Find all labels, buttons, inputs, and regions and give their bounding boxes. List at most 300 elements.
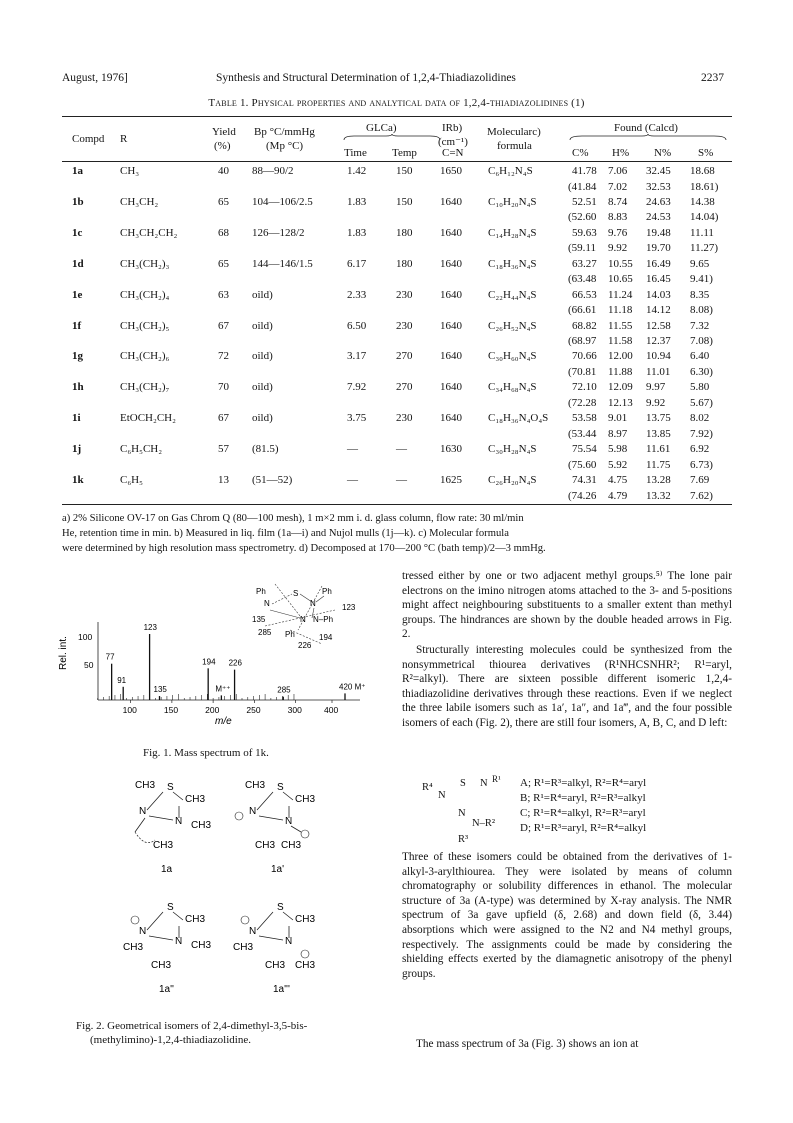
molecular-formula: C₆H₁₂N₄S — [488, 165, 533, 177]
calcd-value: 13.32 — [646, 489, 671, 502]
bp-value: (51—52) — [252, 474, 293, 486]
calcd-value: 14.12 — [646, 304, 671, 317]
atom-ch3: CH3 — [233, 942, 254, 953]
found-value: 12.00 — [608, 350, 633, 363]
calcd-value: 9.92 — [646, 396, 666, 409]
isomer-a: A; R¹=R³=alkyl, R²=R⁴=aryl — [520, 777, 647, 789]
table-footnotes — [62, 511, 732, 556]
calcd-value: 8.97 — [608, 427, 628, 440]
fig1-xtick: 250 — [246, 705, 261, 715]
glc-time: 6.17 — [347, 257, 367, 270]
isomer-c: C; R¹=R⁴=alkyl, R²=R³=aryl — [520, 807, 646, 819]
compound-id: 1g — [72, 350, 83, 363]
ir-value: 1650 — [440, 165, 462, 177]
found-value: 53.58 — [572, 412, 597, 425]
found-value: 13.28 — [646, 474, 671, 486]
glc-time: 6.50 — [347, 319, 367, 332]
found-value: 10.55 — [608, 257, 633, 270]
found-value: 9.97 — [646, 381, 666, 394]
isomer-b: B; R¹=R⁴=aryl, R²=R³=alkyl — [520, 792, 646, 804]
compound-id: 1f — [72, 319, 82, 332]
atom-ch3: CH3 — [265, 960, 286, 971]
atom-n: N — [285, 936, 293, 947]
glc-time: 1.42 — [347, 165, 367, 177]
footnote-line-1: a) 2% Silicone OV-17 on Gas Chrom Q (80—100 mesh), 1 m×2 mm i. d. glass column, flow rate: 30 ml/min — [62, 513, 524, 524]
glc-temp: — — [396, 443, 407, 456]
page-number: 2237 — [701, 72, 724, 84]
frag-n-3: N — [300, 615, 306, 624]
found-value: 8.02 — [690, 412, 710, 425]
col-ir-unit: (cm⁻¹) — [438, 136, 468, 148]
frag-226: 226 — [298, 641, 312, 650]
found-value: 24.63 — [646, 195, 671, 208]
calcd-value: 32.53 — [646, 180, 671, 193]
ir-value: 1640 — [440, 381, 462, 394]
found-value: 9.01 — [608, 412, 628, 425]
atom-ch3: CH3 — [255, 840, 276, 851]
table-top-rule — [62, 116, 732, 117]
glc-temp: 180 — [396, 257, 413, 270]
atom-ch3: CH3 — [151, 960, 172, 971]
frag-nph: N–Ph — [313, 615, 334, 624]
calcd-value: 7.92) — [690, 427, 713, 440]
substituent-r: CH₃(CH₂)₇ — [120, 381, 170, 394]
atom-ch3: CH3 — [295, 794, 316, 805]
atom-ch3: CH3 — [191, 820, 212, 831]
found-value: 52.51 — [572, 195, 597, 208]
fig1-ytick-100: 100 — [78, 632, 93, 642]
found-value: 12.09 — [608, 381, 633, 394]
substituent-r: C₆H₅CH₂ — [120, 443, 163, 456]
calcd-value: (52.60 — [568, 211, 597, 224]
found-value: 11.24 — [608, 288, 633, 301]
struct-n1: N — [438, 790, 446, 801]
fig1-xtick: 150 — [163, 705, 179, 715]
compound-id: 1h — [72, 381, 84, 394]
atom-n: N — [139, 806, 147, 817]
isomer-1a-prime — [235, 780, 315, 875]
found-value: 5.80 — [690, 381, 710, 394]
col-yield: Yield — [212, 126, 236, 138]
glc-brace — [342, 134, 442, 142]
atom-ch3: CH3 — [295, 914, 316, 925]
glc-temp: 230 — [396, 412, 413, 425]
paragraph-2: Structurally interesting molecules could be synthesized from the nonsymmetrical thiourea derivatives (R¹NHCSNHR²; R¹=aryl, R²=alkyl). There are sixteen possible different isomeric 1,2,4-thiadiazolidine derivatives through these reactions. Even if we neglect the three labile isomers such as 1a′, 1a″, and 1a‴, and the four possible isomers of each (Fig. 2), there are still four isomers, A, B, C, and D left: — [402, 644, 732, 729]
calcd-value: 6.30) — [690, 365, 713, 378]
col-ir-sub: C=N — [442, 147, 464, 159]
yield-value: 63 — [218, 288, 229, 301]
found-value: 14.38 — [690, 195, 715, 208]
col-h: H% — [612, 147, 630, 159]
substituent-r: C₆H₅ — [120, 474, 143, 486]
calcd-value: (41.84 — [568, 180, 597, 193]
frag-ph-1: Ph — [256, 587, 266, 596]
found-value: 7.06 — [608, 165, 628, 177]
calcd-value: (59.11 — [568, 242, 597, 255]
fig1-xlabel: m/e — [215, 716, 232, 727]
compound-id: 1j — [72, 443, 82, 456]
calcd-value: (63.48 — [568, 273, 597, 286]
found-value: 11.61 — [646, 443, 671, 456]
calcd-value: 11.58 — [608, 335, 633, 347]
col-yield-unit: (%) — [214, 140, 231, 152]
substituent-r: CH₃(CH₂)₄ — [120, 288, 170, 301]
atom-ch3: CH3 — [185, 914, 206, 925]
calcd-value: 12.13 — [608, 396, 633, 409]
molecular-formula: C₁₈H₃₆N₄O₄S — [488, 412, 549, 425]
ir-value: 1640 — [440, 288, 462, 301]
general-structure — [418, 774, 508, 850]
found-value: 63.27 — [572, 257, 597, 270]
frag-n-1: N — [264, 599, 270, 608]
found-brace — [568, 134, 728, 142]
label-1a-double-prime: 1a'' — [159, 984, 174, 995]
yield-value: 67 — [218, 319, 229, 332]
found-value: 75.54 — [572, 443, 597, 456]
yield-value: 67 — [218, 412, 229, 425]
calcd-value: (66.61 — [568, 304, 597, 317]
fragmentation-structure — [252, 584, 356, 650]
yield-value: 40 — [218, 165, 229, 177]
ir-value: 1640 — [440, 319, 462, 332]
glc-temp: 230 — [396, 319, 413, 332]
calcd-value: 4.79 — [608, 489, 628, 502]
glc-temp: 150 — [396, 195, 413, 208]
yield-value: 65 — [218, 257, 229, 270]
compound-id: 1i — [72, 412, 81, 425]
ir-value: 1630 — [440, 443, 462, 456]
atom-s: S — [167, 782, 174, 793]
frag-123: 123 — [342, 603, 356, 612]
header-left: August, 1976] — [62, 72, 128, 84]
fig1-peak-label: 226 — [228, 658, 242, 668]
atom-s: S — [167, 902, 174, 913]
molecular-formula: C₃₀H₆₀N₄S — [488, 350, 537, 363]
substituent-r: EtOCH₂CH₂ — [120, 412, 176, 425]
header-title: Synthesis and Structural Determination of 1,2,4-Thiadiazolidines — [216, 72, 516, 84]
fig1-peak-label: 135 — [153, 685, 167, 695]
ir-value: 1640 — [440, 350, 462, 363]
glc-time: 3.17 — [347, 350, 367, 363]
found-value: 7.69 — [690, 474, 710, 486]
col-compd: Compd — [72, 133, 105, 145]
ir-value: 1640 — [440, 257, 462, 270]
bp-value: 144—146/1.5 — [252, 257, 313, 270]
fig1-peak-label: 285 — [277, 685, 291, 695]
fig1-peak-label: 194 — [202, 657, 216, 667]
col-c: C% — [572, 147, 589, 159]
atom-ch3: CH3 — [153, 840, 174, 851]
atom-n: N — [249, 806, 257, 817]
frag-ph-3: Ph — [285, 630, 295, 639]
col-mol: Molecularc) — [487, 126, 541, 138]
found-value: 11.11 — [690, 226, 714, 239]
ir-value: 1640 — [440, 195, 462, 208]
calcd-value: (75.60 — [568, 458, 597, 471]
isomer-structures-figure — [105, 768, 355, 1018]
footnote-line-3: were determined by high resolution mass spectrometry. d) Decomposed at 170—200 °C (bath temp)/2—3 mmHg. — [62, 543, 546, 554]
mass-spectrum-figure — [60, 582, 380, 732]
col-glc-time: Time — [344, 147, 367, 159]
calcd-value: (72.28 — [568, 396, 597, 409]
glc-temp: 270 — [396, 350, 413, 363]
bp-value: oild) — [252, 412, 273, 425]
label-1a: 1a — [161, 864, 173, 875]
substituent-r: CH₃CH₂ — [120, 195, 159, 208]
calcd-value: (74.26 — [568, 489, 597, 502]
substituent-r: CH₃ — [120, 165, 140, 177]
fig1-peak-label: 123 — [143, 623, 157, 632]
calcd-value: 10.65 — [608, 273, 633, 286]
found-value: 7.32 — [690, 319, 710, 332]
atom-ch3: CH3 — [281, 840, 302, 851]
substituent-r: CH₃(CH₂)₃ — [120, 257, 170, 270]
found-value: 13.75 — [646, 412, 671, 425]
molecular-formula: C₂₆H₂₀N₄S — [488, 474, 537, 486]
col-s: S% — [698, 147, 714, 159]
found-value: 41.78 — [572, 165, 597, 177]
found-value: 8.35 — [690, 288, 710, 301]
col-bp: Bp °C/mmHg — [254, 126, 315, 138]
paragraph-1: tressed either by one or two adjacent methyl groups.⁵⁾ The lone pair electrons on the imino nitrogen atoms attached to the 3- and 5-positions might affect neighbouring substituents to a smaller extent than methyl groups. The hindrances are shown by the double headed arrows in Fig. 2. — [402, 570, 732, 641]
label-1a-prime: 1a' — [271, 864, 285, 875]
atom-ch3: CH3 — [295, 960, 316, 971]
calcd-value: 12.37 — [646, 335, 671, 347]
table-bottom-rule — [62, 504, 732, 505]
paragraph-4: The mass spectrum of 3a (Fig. 3) shows an ion at — [416, 1038, 639, 1050]
table-header-rule — [62, 161, 732, 162]
bp-value: (81.5) — [252, 443, 279, 456]
found-value: 9.65 — [690, 257, 710, 270]
substituent-r: CH₃CH₂CH₂ — [120, 226, 178, 239]
calcd-value: 11.01 — [646, 365, 671, 378]
atom-s: S — [277, 902, 284, 913]
glc-time: 1.83 — [347, 226, 367, 239]
atom-n: N — [285, 816, 293, 827]
struct-nr2: N–R² — [472, 818, 495, 829]
glc-temp: 270 — [396, 381, 413, 394]
bp-value: oild) — [252, 319, 273, 332]
calcd-value: 24.53 — [646, 211, 671, 224]
bp-value: oild) — [252, 350, 273, 363]
atom-n: N — [175, 816, 183, 827]
calcd-value: 11.75 — [646, 458, 671, 471]
table-caption: Table 1. Physical properties and analytical data of 1,2,4-thiadiazolidines (1) — [208, 97, 585, 109]
paragraph-3: Three of these isomers could be obtained from the derivatives of 1-alkyl-3-arylthiourea. They were isolated by means of column chromatography or solubility differences in ethanol. The molecular structure of 3a (A-type) was determined by X-ray analysis. The NMR spectrum of 3a gave upfield (δ, 2.68) and down field (δ, 3.44) absorptions which were assigned to the N2 and N4 methyl groups, respectively. The assignments could be made by considering the shielding effects exerted by the diamagnetic anisotropy of the phenyl groups. — [402, 851, 732, 980]
calcd-value: 14.04) — [690, 211, 719, 224]
isomer-list — [520, 776, 646, 836]
substituent-r: CH₃(CH₂)₅ — [120, 319, 170, 332]
col-bp-sub: (Mp °C) — [266, 140, 304, 152]
found-value: 32.45 — [646, 165, 671, 177]
found-value: 6.92 — [690, 443, 710, 456]
atom-ch3: CH3 — [191, 940, 212, 951]
ir-value: 1640 — [440, 226, 462, 239]
fig1-ylabel: Rel. int. — [58, 636, 69, 670]
struct-r1: R¹ — [492, 774, 501, 784]
struct-s: S — [460, 778, 466, 789]
ir-value: 1625 — [440, 474, 462, 486]
fig1-peak-label: 91 — [117, 675, 127, 685]
atom-n: N — [175, 936, 183, 947]
found-value: 10.94 — [646, 350, 671, 363]
found-value: 59.63 — [572, 226, 597, 239]
fig1-peak-label: 77 — [105, 652, 115, 662]
frag-s: S — [293, 589, 299, 598]
ir-value: 1640 — [440, 412, 462, 425]
calcd-value: 8.08) — [690, 304, 713, 317]
col-glc-temp: Temp — [392, 147, 417, 159]
found-value: 72.10 — [572, 381, 597, 394]
col-glc: GLCa) — [366, 122, 397, 134]
fig1-xtick: 200 — [205, 705, 220, 715]
molecular-formula: C₁₀H₂₀N₄S — [488, 195, 537, 208]
frag-135: 135 — [252, 615, 266, 624]
atom-ch3: CH3 — [185, 794, 206, 805]
struct-r4: R⁴ — [422, 782, 433, 793]
glc-time: 2.33 — [347, 288, 367, 301]
glc-time: — — [347, 443, 358, 456]
calcd-value: (68.97 — [568, 335, 597, 347]
fig1-xtick: 100 — [122, 705, 137, 715]
fig2-caption-1: Fig. 2. Geometrical isomers of 2,4-dimethyl-3,5-bis- — [76, 1020, 308, 1032]
molecular-formula: C₂₂H₄₄N₄S — [488, 288, 537, 301]
molecular-formula: C₃₄H₆₈N₄S — [488, 381, 537, 394]
calcd-value: 7.08) — [690, 335, 713, 347]
atom-ch3: CH3 — [135, 780, 156, 791]
found-value: 8.74 — [608, 195, 628, 208]
found-value: 66.53 — [572, 288, 597, 301]
fig1-caption: Fig. 1. Mass spectrum of 1k. — [143, 747, 269, 759]
bp-value: 126—128/2 — [252, 226, 305, 239]
label-1a-triple-prime: 1a''' — [273, 984, 290, 995]
molecular-formula: C₁₈H₃₆N₄S — [488, 257, 537, 270]
frag-285: 285 — [258, 628, 272, 637]
isomer-d: D; R¹=R³=aryl, R²=R⁴=alkyl — [520, 822, 647, 834]
glc-time: 1.83 — [347, 195, 367, 208]
struct-r3: R³ — [458, 834, 469, 845]
glc-temp: 150 — [396, 165, 413, 177]
fig1-peak-label: 420 M⁺ — [339, 682, 366, 692]
atom-ch3: CH3 — [123, 942, 144, 953]
footnote-line-2: He, retention time in min. b) Measured in liq. film (1a—i) and Nujol mulls (1j—k). c) Molecular formula — [62, 528, 509, 539]
compound-id: 1e — [72, 288, 83, 301]
frag-n-2: N — [310, 599, 316, 608]
calcd-value: 19.70 — [646, 242, 671, 255]
glc-temp: 230 — [396, 288, 413, 301]
found-value: 70.66 — [572, 350, 597, 363]
found-value: 11.55 — [608, 319, 633, 332]
col-r: R — [120, 133, 128, 145]
calcd-value: 16.45 — [646, 273, 671, 286]
found-value: 9.76 — [608, 226, 628, 239]
yield-value: 70 — [218, 381, 229, 394]
calcd-value: 7.62) — [690, 489, 713, 502]
yield-value: 65 — [218, 195, 229, 208]
atom-s: S — [277, 782, 284, 793]
calcd-value: 13.85 — [646, 427, 671, 440]
yield-value: 68 — [218, 226, 229, 239]
found-value: 16.49 — [646, 257, 671, 270]
yield-value: 57 — [218, 443, 229, 456]
calcd-value: (53.44 — [568, 427, 597, 440]
compound-id: 1d — [72, 257, 84, 270]
fig1-xtick: 300 — [287, 705, 302, 715]
calcd-value: 5.92 — [608, 458, 628, 471]
glc-temp: 180 — [396, 226, 413, 239]
found-value: 5.98 — [608, 443, 628, 456]
col-found: Found (Calcd) — [614, 122, 678, 134]
compound-id: 1a — [72, 165, 83, 177]
calcd-value: 11.18 — [608, 304, 633, 317]
fig1-xtick: 400 — [324, 705, 339, 715]
col-ir: IRb) — [442, 122, 463, 134]
atom-n: N — [249, 926, 257, 937]
calcd-value: 6.73) — [690, 458, 713, 471]
fig2-caption-2: (methylimino)-1,2,4-thiadiazolidine. — [90, 1034, 251, 1046]
glc-time: 3.75 — [347, 412, 367, 425]
found-value: 19.48 — [646, 226, 671, 239]
substituent-r: CH₃(CH₂)₆ — [120, 350, 170, 363]
calcd-value: 9.41) — [690, 273, 713, 286]
compound-id: 1b — [72, 195, 84, 208]
calcd-value: 9.92 — [608, 242, 628, 255]
calcd-value: 7.02 — [608, 180, 628, 193]
isomer-1a-triple-prime — [233, 902, 315, 995]
found-value: 74.31 — [572, 474, 597, 486]
calcd-value: 8.83 — [608, 211, 628, 224]
isomer-1a-double-prime — [123, 902, 211, 995]
fig1-ytick-50: 50 — [84, 660, 94, 670]
found-value: 6.40 — [690, 350, 710, 363]
compound-id: 1k — [72, 474, 84, 486]
col-mol-sub: formula — [497, 140, 532, 152]
calcd-value: 11.27) — [690, 242, 719, 255]
atom-n: N — [139, 926, 147, 937]
bp-value: 104—106/2.5 — [252, 195, 313, 208]
bp-value: oild) — [252, 381, 273, 394]
atom-ch3: CH3 — [245, 780, 266, 791]
col-n: N% — [654, 147, 672, 159]
compound-id: 1c — [72, 226, 83, 239]
molecular-formula: C₂₆H₅₂N₄S — [488, 319, 537, 332]
found-value: 14.03 — [646, 288, 671, 301]
glc-time: 7.92 — [347, 381, 367, 394]
struct-n2: N — [480, 778, 488, 789]
bp-value: 88—90/2 — [252, 165, 294, 177]
calcd-value: 5.67) — [690, 396, 713, 409]
fig1-peak-label: M⁺⁺ — [215, 684, 231, 694]
frag-194: 194 — [319, 633, 333, 642]
glc-time: — — [347, 474, 358, 486]
found-value: 18.68 — [690, 165, 715, 177]
struct-n3: N — [458, 808, 466, 819]
molecular-formula: C₁₄H₂₈N₄S — [488, 226, 537, 239]
glc-temp: — — [396, 474, 407, 486]
bp-value: oild) — [252, 288, 273, 301]
found-value: 12.58 — [646, 319, 671, 332]
isomer-1a — [135, 780, 211, 875]
found-value: 4.75 — [608, 474, 628, 486]
found-value: 68.82 — [572, 319, 597, 332]
calcd-value: 11.88 — [608, 365, 633, 378]
yield-value: 13 — [218, 474, 229, 486]
calcd-value: 18.61) — [690, 180, 719, 193]
frag-ph-2: Ph — [322, 587, 332, 596]
calcd-value: (70.81 — [568, 365, 597, 378]
molecular-formula: C₃₀H₂₈N₄S — [488, 443, 537, 456]
yield-value: 72 — [218, 350, 229, 363]
